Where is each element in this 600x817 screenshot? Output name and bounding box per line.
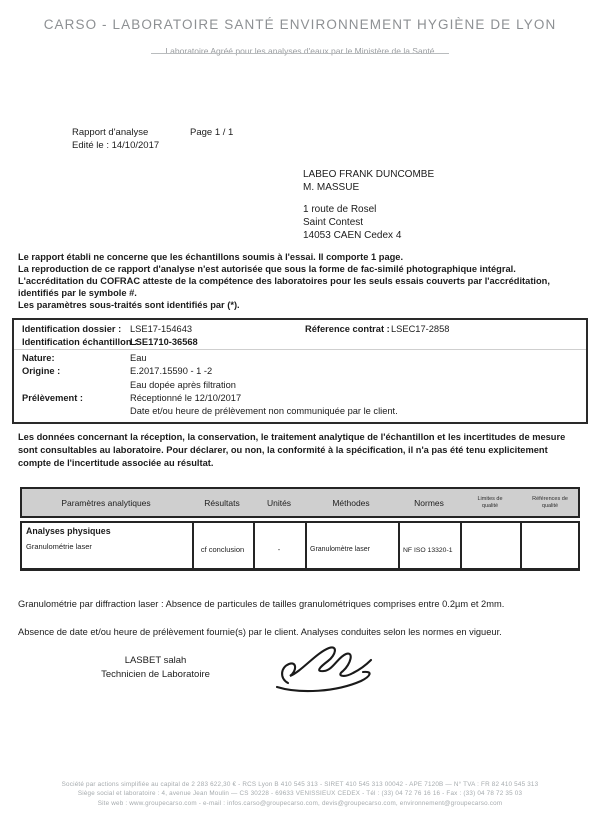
- nature-value: Eau: [130, 353, 147, 363]
- notice-line: identifiés par le symbole #.: [18, 287, 137, 298]
- recipient-name: LABEO FRANK DUNCOMBE: [303, 169, 435, 180]
- report-notices: [18, 252, 550, 312]
- report-type-label: Rapport d'analyse: [72, 127, 149, 138]
- col-references-qualite: Références de qualité: [532, 496, 568, 509]
- prelevement-note: Date et/ou heure de prélèvement non communiquée par le client.: [130, 406, 398, 416]
- notice-line: L'accréditation du COFRAC atteste de la compétence des laboratoires pour les seuls essais couverts par l'accréditation,: [18, 275, 550, 286]
- col-limites-qualite: Limites de qualité: [477, 496, 503, 509]
- conclusion-granulometrie: Granulométrie par diffraction laser : Absence de particules de tailles granulométriques comprises entre 0.2µm et 2mm.: [18, 599, 505, 609]
- col-methodes: Méthodes: [332, 498, 370, 508]
- signatory-block: [78, 654, 233, 681]
- col-parametres: Paramètres analytiques: [61, 498, 151, 508]
- disclaimer-line: compte de l'incertitude associée au résultat.: [18, 457, 214, 468]
- disclaimer-line: Les données concernant la réception, la conservation, le traitement analytique de l'échantillon et les incertitudes de mesure: [18, 432, 566, 442]
- echantillon-value: LSE1710-36568: [130, 337, 198, 347]
- lab-subtitle: Laboratoire Agréé pour les analyses d'eaux par le Ministère de la Santé: [159, 46, 440, 56]
- disclaimer-line: sont consultables au laboratoire. Pour déclarer, ou non, la conformité à la spécification, il n'a pas été tenu explicitement: [18, 444, 548, 455]
- origine-value-2: Eau dopée après filtration: [130, 380, 236, 390]
- col-unites: Unités: [266, 498, 292, 508]
- column-divider: [398, 523, 400, 568]
- recipient-street: 1 route de Rosel: [303, 204, 377, 215]
- footer-line-address: Siège social et laboratoire : 4, avenue Jean Moulin — CS 30228 - 69633 VENISSIEUX CEDEX - Tél : (33) 04 72 76 16 16 - Fax : (33) 04 78 72 35 03: [77, 790, 523, 798]
- prelevement-label: Prélèvement :: [22, 393, 83, 403]
- dossier-value: LSE17-154643: [130, 324, 193, 334]
- prelevement-value: Réceptionné le 12/10/2017: [130, 393, 242, 403]
- signatory-role: Technicien de Laboratoire: [101, 668, 210, 680]
- edit-date: Edité le : 14/10/2017: [72, 140, 160, 151]
- recipient-city: Saint Contest: [303, 217, 364, 228]
- results-table-body: [20, 521, 580, 571]
- identification-box: [12, 318, 588, 424]
- company-footer: [0, 780, 600, 808]
- footer-line-legal: Société par actions simplifiée au capital de 2 283 622,30 € - RCS Lyon B 410 545 313 - SIRET 410 545 313 00042 - APE 7120B — N° TVA : FR 82 410 545 313: [61, 781, 539, 788]
- column-divider: [460, 523, 462, 568]
- row-parametre: Granulométrie laser: [26, 542, 92, 551]
- origine-value: E.2017.15590 - 1 -2: [130, 366, 213, 376]
- analysis-group-label: Analyses physiques: [26, 526, 111, 536]
- row-unite: -: [277, 545, 281, 554]
- signatory-name: LASBET salah: [124, 655, 187, 666]
- page-indicator: Page 1 / 1: [190, 127, 234, 138]
- idbox-separator: [14, 349, 586, 350]
- column-divider: [305, 523, 307, 568]
- uncertainty-disclaimer: [18, 431, 565, 469]
- results-table-header: [20, 487, 580, 518]
- row-methode: Granulomètre laser: [310, 546, 370, 553]
- notice-line: Le rapport établi ne concerne que les échantillons soumis à l'essai. Il comporte 1 page.: [18, 252, 404, 262]
- origine-label: Origine :: [22, 366, 61, 376]
- col-normes: Normes: [414, 498, 444, 508]
- echantillon-label: Identification échantillon :: [22, 337, 138, 347]
- dossier-label: Identification dossier :: [22, 324, 122, 334]
- lab-title: CARSO - LABORATOIRE SANTÉ ENVIRONNEMENT HYGIÈNE DE LYON: [43, 17, 557, 32]
- signature-image: [272, 643, 380, 697]
- recipient-contact: M. MASSUE: [303, 182, 360, 193]
- lab-subtitle-row: [0, 41, 600, 59]
- footer-line-web: Site web : www.groupecarso.com - e-mail : infos.carso@groupecarso.com, devis@groupecarso.com, environnement@groupecarso.com: [97, 799, 503, 807]
- contrat-label: Réference contrat :: [305, 324, 390, 334]
- notice-line: La reproduction de ce rapport d'analyse n'est autorisée que sous la forme de fac-similé photographique intégral.: [18, 263, 516, 274]
- recipient-postal: 14053 CAEN Cedex 4: [303, 230, 402, 241]
- column-divider: [520, 523, 522, 568]
- col-resultats: Résultats: [204, 498, 240, 508]
- notice-line: Les paramètres sous-traités sont identifiés par (*).: [18, 299, 240, 310]
- row-norme: NF ISO 13320-1: [403, 547, 453, 554]
- recipient-address-block: [303, 168, 434, 242]
- row-resultat: cf conclusion: [200, 545, 245, 554]
- contrat-value: LSEC17-2858: [391, 324, 450, 334]
- nature-label: Nature:: [22, 353, 55, 363]
- conclusion-prelevement: Absence de date et/ou heure de prélèvement fournie(s) par le client. Analyses conduites selon les normes en vigueur.: [18, 627, 502, 637]
